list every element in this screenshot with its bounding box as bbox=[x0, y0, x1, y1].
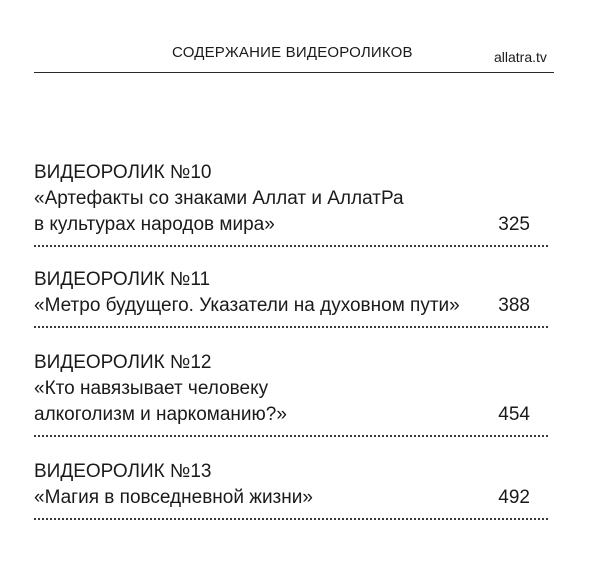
toc-entry-title-line: «Артефакты со знаками Аллат и АллатРа bbox=[34, 188, 404, 209]
header-divider bbox=[34, 72, 554, 73]
toc-entry-title-line: в культурах народов мира» bbox=[34, 214, 275, 235]
toc-entry-title-line: «Метро будущего. Указатели на духовном пути» bbox=[34, 295, 460, 316]
dotted-leader bbox=[34, 326, 548, 328]
toc-page-number: 325 bbox=[498, 214, 530, 235]
dotted-leader bbox=[34, 245, 548, 247]
toc-entry-heading: ВИДЕОРОЛИК №10 bbox=[34, 162, 212, 183]
toc-entry-12 bbox=[34, 350, 558, 437]
toc-page-number: 454 bbox=[498, 404, 530, 425]
toc-entry-heading: ВИДЕОРОЛИК №11 bbox=[34, 269, 211, 290]
toc-page-number: 492 bbox=[498, 487, 530, 508]
toc-entry-title-line: алкоголизм и наркоманию?» bbox=[34, 404, 287, 425]
toc-entry-heading: ВИДЕОРОЛИК №12 bbox=[34, 352, 212, 373]
toc-page-number: 388 bbox=[498, 295, 530, 316]
toc-entry-11 bbox=[34, 267, 558, 328]
toc-entry-title-line: «Магия в повседневной жизни» bbox=[34, 487, 313, 508]
toc-entry-title-line: «Кто навязывает человеку bbox=[34, 378, 269, 399]
toc-entry-10 bbox=[34, 160, 558, 247]
site-name: allatra.tv bbox=[494, 49, 547, 65]
dotted-leader bbox=[34, 435, 548, 437]
page-header-title: СОДЕРЖАНИЕ ВИДЕОРОЛИКОВ bbox=[172, 44, 413, 61]
toc-entry-13 bbox=[34, 459, 558, 520]
toc-entry-heading: ВИДЕОРОЛИК №13 bbox=[34, 461, 212, 482]
dotted-leader bbox=[34, 518, 548, 520]
